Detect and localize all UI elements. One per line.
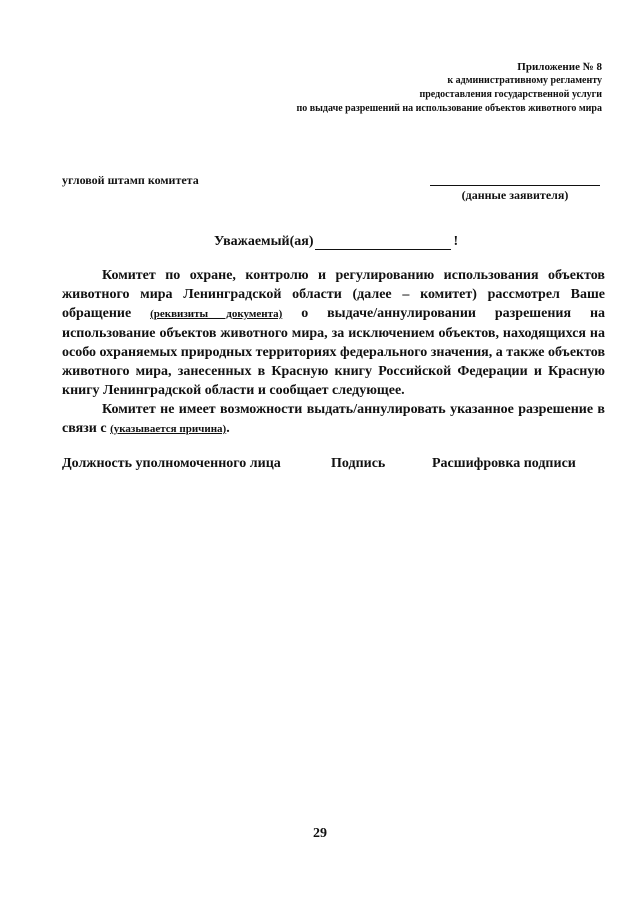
paragraph-2: [62, 400, 605, 439]
paragraph-1-text-b: о выдаче/аннулировании разрешения на использование объектов животного мира, за исключением объектов, находящихся на особо охраняемых природных территориях федерального значения, а также объектов животного мира, занесенных в Красную книгу Российской Федерации и Красную книгу Ленинградской области и сообщает следующее.: [62, 306, 606, 398]
signature-label: Подпись: [331, 456, 386, 471]
paragraph-1-text-a: Комитет по охране, контролю и регулированию использования объектов животного мира Ленинградской области (далее – комитет) рассмотрел Ваше обращение: [62, 268, 605, 321]
appendix-line: предоставления государственной услуги: [419, 89, 602, 100]
official-position-label: Должность уполномоченного лица: [62, 456, 281, 471]
greeting-line: [214, 234, 458, 250]
applicant-blank-line: [430, 173, 600, 186]
paragraph-1: [62, 266, 605, 400]
signature-decoding-label: Расшифровка подписи: [432, 456, 576, 471]
paragraph-2-text-b: .: [226, 421, 230, 436]
addressee-blank: [315, 235, 451, 250]
appendix-line: к административному регламенту: [447, 75, 602, 86]
paragraph-2-text-a: Комитет не имеет возможности выдать/аннулировать указанное разрешение в связи с: [62, 402, 605, 436]
appendix-title: Приложение № 8: [517, 61, 602, 73]
applicant-label: (данные заявителя): [461, 188, 569, 202]
document-details-note: (реквизиты документа): [150, 308, 283, 320]
corner-stamp-label: угловой штамп комитета: [62, 173, 199, 187]
page-number: 29: [313, 826, 327, 841]
greeting-suffix: !: [453, 234, 459, 249]
appendix-header: [296, 60, 602, 116]
applicant-block: [430, 173, 600, 203]
appendix-line: по выдаче разрешений на использование объектов животного мира: [296, 103, 602, 114]
reason-note: (указывается причина): [110, 423, 227, 435]
greeting-prefix: Уважаемый(ая): [214, 234, 314, 249]
letter-body: [62, 266, 605, 439]
